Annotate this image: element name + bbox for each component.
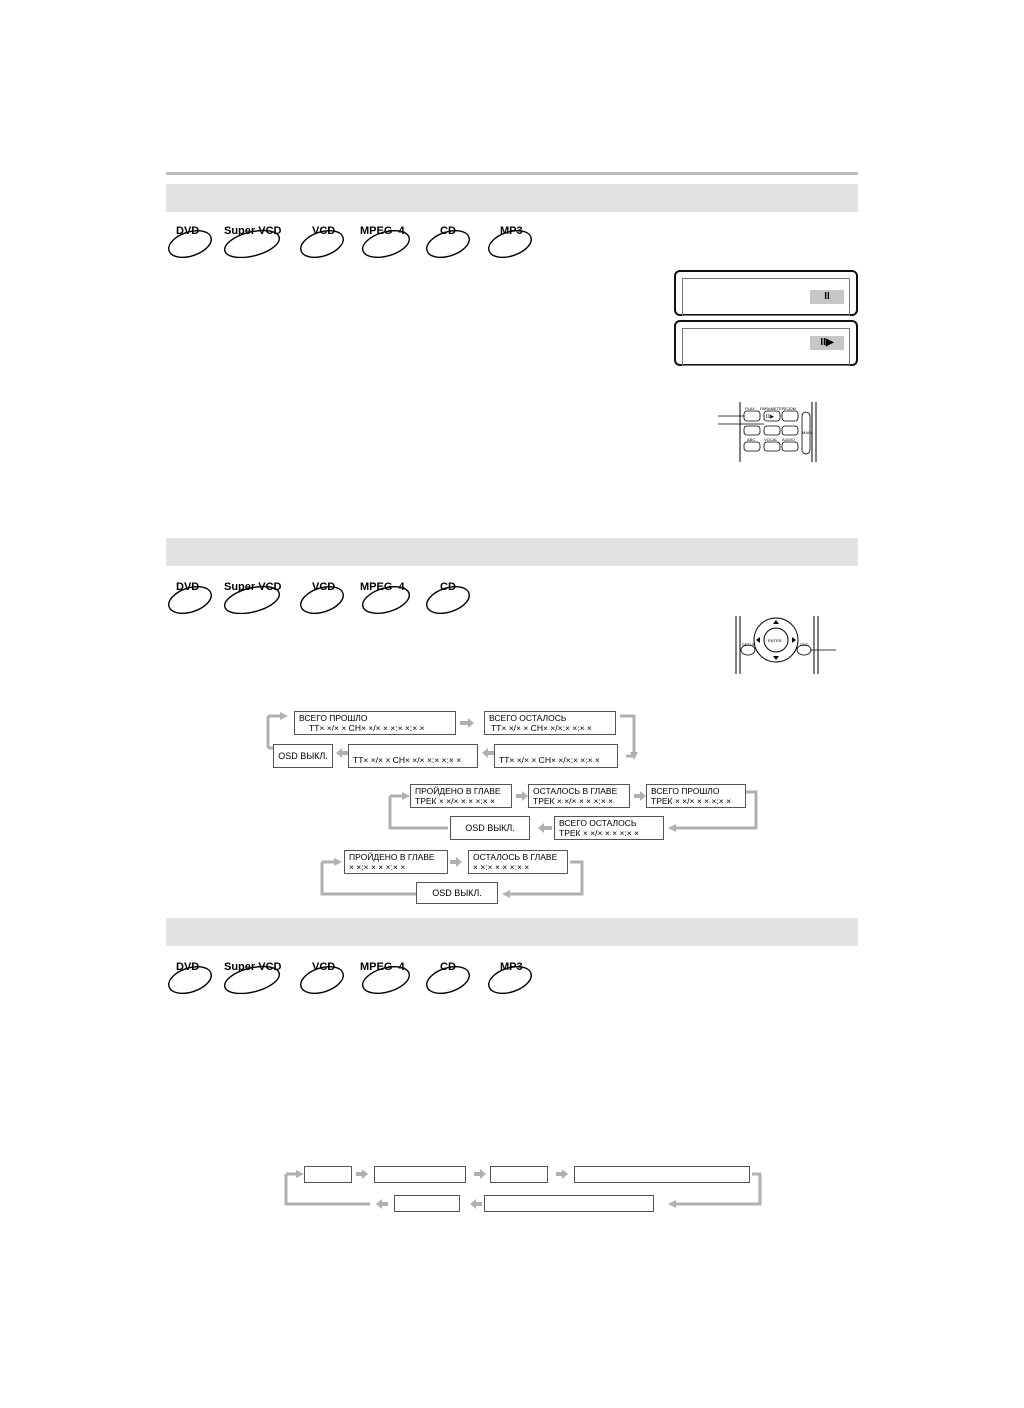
remote-label-vocal: VOCAL — [764, 437, 778, 442]
cycle-box-4 — [574, 1166, 750, 1183]
osd-dvd-chapter-elapsed: TT× ×/× × CH× ×/× ×:× ×:× × — [348, 744, 478, 768]
remote-buttons-graphic — [700, 402, 826, 462]
remote-label-abc: ABC — [747, 437, 756, 442]
section-header-pause-step — [166, 184, 858, 212]
remote-label-osd: OSD — [800, 642, 809, 647]
badge-super-vcd: Super VCD — [222, 962, 288, 986]
osd-cd-chapter-remaining: ОСТАЛОСЬ В ГЛАВЕ × ×:× × × ×:× × — [468, 850, 568, 874]
badge-dvd: DVD — [166, 582, 218, 606]
remote-label-param: PARAMETER — [760, 406, 785, 411]
remote-label-step: II/▶ — [766, 414, 775, 420]
osd-dvd-total-remaining: ВСЕГО ОСТАЛОСЬ TT× ×/× × CH× ×/×:× ×:× × — [484, 711, 616, 735]
badge-cd: CD — [424, 582, 476, 606]
step-indicator: II▶ — [810, 336, 844, 350]
badge-dvd: DVD — [166, 226, 218, 250]
osd-cd-off: OSD ВЫКЛ. — [416, 882, 498, 904]
badge-super-vcd: Super VCD — [222, 582, 288, 606]
badge-super-vcd: Super VCD — [222, 226, 288, 250]
badge-mpeg4: MPEG–4 — [358, 226, 418, 250]
cycle-box-6 — [484, 1195, 654, 1212]
osd-cd-chapter-elapsed: ПРОЙДЕНО В ГЛАВЕ × ×:× × × ×:× × — [344, 850, 448, 874]
osd-dvd-off: OSD ВЫКЛ. — [273, 744, 333, 768]
cycle-box-2 — [374, 1166, 466, 1183]
pause-indicator: II — [810, 290, 844, 304]
badge-vcd: VCD — [298, 226, 350, 250]
remote-label-main: MAIN — [802, 430, 812, 435]
badge-mpeg4: MPEG–4 — [358, 582, 418, 606]
remote-label-audio: AUDIO — [782, 437, 795, 442]
badge-vcd: VCD — [298, 582, 350, 606]
osd-dvd-total-elapsed: ВСЕГО ПРОШЛО TT× ×/× × CH× ×/× × ×:× ×:× × — [294, 711, 456, 735]
remote-label-enter: ENTER — [768, 638, 782, 643]
section-header-3 — [166, 918, 858, 946]
cycle-box-3 — [490, 1166, 548, 1183]
osd-vcd-total-remaining: ВСЕГО ОСТАЛОСЬ ТРЕК × ×/× × × ×:× × — [554, 816, 664, 840]
cycle-box-5 — [394, 1195, 460, 1212]
tv-screen-step — [674, 320, 858, 366]
remote-nav-graphic — [732, 616, 836, 674]
remote-illustration-1 — [700, 402, 826, 462]
osd-vcd-chapter-remaining: ОСТАЛОСЬ В ГЛАВЕ ТРЕК × ×/× × × ×:× × — [528, 784, 630, 808]
badge-cd: CD — [424, 962, 476, 986]
remote-label-play: PLAY — [745, 406, 755, 411]
badge-mpeg4: MPEG–4 — [358, 962, 418, 986]
osd-vcd-chapter-elapsed: ПРОЙДЕНО В ГЛАВЕ ТРЕК × ×/× × × ×:× × — [410, 784, 512, 808]
remote-illustration-2 — [732, 616, 836, 674]
cycle-box-1 — [304, 1166, 352, 1183]
osd-dvd-chapter-remaining: TT× ×/× × CH× ×/×:× ×:× × — [494, 744, 618, 768]
osd-vcd-off: OSD ВЫКЛ. — [450, 816, 530, 840]
osd-vcd-total-elapsed: ВСЕГО ПРОШЛО ТРЕК × ×/× × × ×:× × — [646, 784, 746, 808]
remote-label-zoom: ZOOM — [784, 406, 796, 411]
badge-vcd: VCD — [298, 962, 350, 986]
badge-dvd: DVD — [166, 962, 218, 986]
remote-label-setup: SETUP — [742, 642, 756, 647]
section-header-osd — [166, 538, 858, 566]
tv-screen-pause — [674, 270, 858, 316]
top-rule — [166, 172, 858, 175]
badge-mp3: MP3 — [486, 226, 538, 250]
badge-mp3: MP3 — [486, 962, 538, 986]
badge-cd: CD — [424, 226, 476, 250]
